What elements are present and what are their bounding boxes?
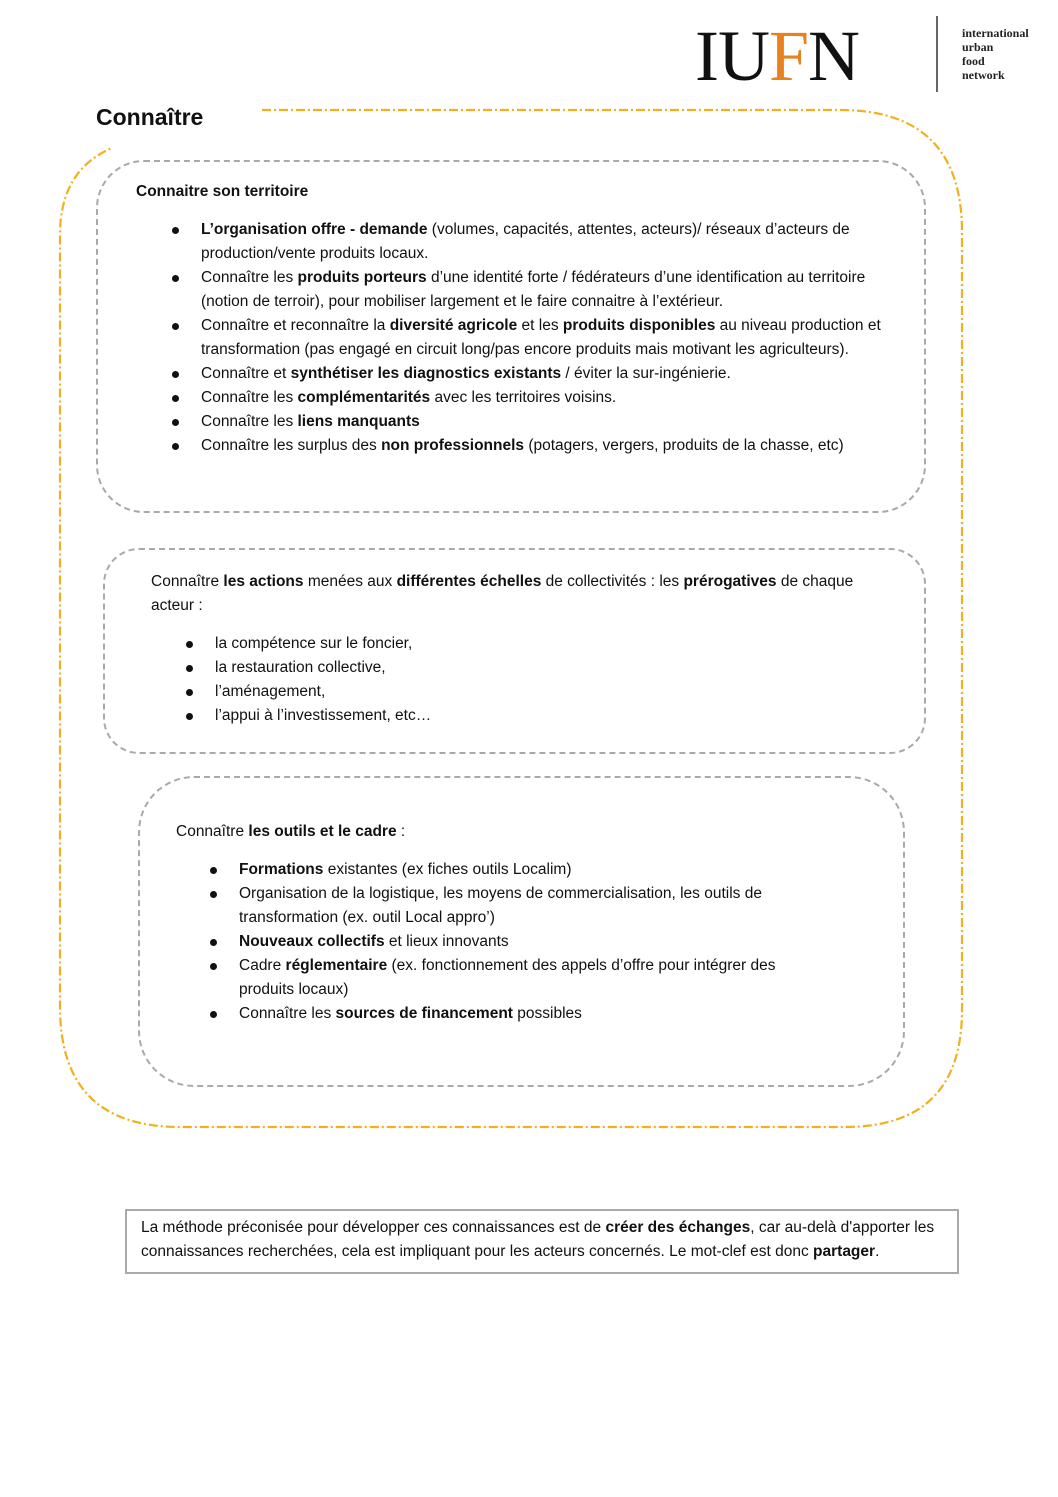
list-item (201, 434, 891, 458)
text-run: de collectivités : les (541, 573, 684, 590)
emphasis-text: complémentarités (297, 389, 431, 406)
bullet-icon (172, 323, 179, 330)
bullet-icon (186, 641, 193, 648)
text-run: Connaître et (201, 365, 291, 382)
bullet-icon (172, 227, 179, 234)
bullet-icon (172, 419, 179, 426)
text-run: Connaître les surplus des (201, 437, 382, 454)
emphasis-text: Formations (239, 861, 324, 878)
list-item (201, 218, 891, 266)
list-item (201, 362, 891, 386)
text-run: possibles (512, 1005, 582, 1022)
emphasis-text: sources de financement (335, 1005, 513, 1022)
bullet-icon (172, 371, 179, 378)
text-run: la restauration collective, (215, 659, 386, 676)
list-item (201, 314, 891, 362)
text-run: / éviter la sur-ingénierie. (561, 365, 731, 382)
text-run: Cadre (239, 957, 286, 974)
bullet-icon (172, 275, 179, 282)
list-item (215, 632, 815, 656)
text-run: La méthode préconisée pour développer ces connaissances est de (141, 1219, 606, 1236)
emphasis-text: produits porteurs (297, 269, 427, 286)
text-run: Connaître les (201, 269, 298, 286)
bullet-icon (210, 1011, 217, 1018)
text-run: avec les territoires voisins. (430, 389, 617, 406)
text-run: (volumes, capacités, attentes, acteurs)/ réseaux d’acteurs de production/vente produits locaux. (201, 221, 850, 262)
actions-list (215, 632, 815, 728)
text-run: Connaître les (239, 1005, 336, 1022)
text-run: et lieux innovants (384, 933, 509, 950)
emphasis-text: Nouveaux collectifs (239, 933, 385, 950)
list-item (239, 1002, 829, 1026)
emphasis-text: les actions (223, 573, 304, 590)
text-run: existantes (ex fiches outils Localim) (323, 861, 572, 878)
emphasis-text: synthétiser les diagnostics existants (290, 365, 562, 382)
logo-wordmark (695, 16, 860, 96)
emphasis-text: L’organisation offre - demande (201, 221, 428, 238)
tools-intro (176, 820, 826, 844)
text-run: Connaître (176, 823, 249, 840)
list-item (201, 386, 891, 410)
territory-list (201, 218, 891, 458)
bullet-icon (186, 713, 193, 720)
text-run: Connaître et reconnaître la (201, 317, 390, 334)
bullet-icon (186, 689, 193, 696)
emphasis-text: non professionnels (381, 437, 525, 454)
actions-intro (151, 570, 881, 618)
logo-divider (936, 16, 938, 92)
text-run: , car au-delà d'apporter les connaissances recherchées, cela est impliquant pour les acteurs concernés. Le mot-clef est donc (141, 1219, 935, 1260)
bullet-icon (172, 443, 179, 450)
logo-tagline-line: network (962, 68, 1005, 82)
text-run: (ex. fonctionnement des appels d’offre pour intégrer des produits locaux) (239, 957, 776, 998)
list-item (215, 704, 815, 728)
list-item (239, 882, 829, 930)
logo-tagline-line: food (962, 54, 985, 68)
emphasis-text: diversité agricole (389, 317, 518, 334)
text-run: Connaître (151, 573, 224, 590)
text-run: au niveau production et transformation (pas engagé en circuit long/pas encore produits mais motivant les agriculteurs). (201, 317, 881, 358)
list-item (201, 266, 891, 314)
bullet-icon (172, 395, 179, 402)
bullet-icon (210, 867, 217, 874)
emphasis-text: différentes échelles (396, 573, 542, 590)
list-item (215, 656, 815, 680)
bullet-icon (186, 665, 193, 672)
bullet-icon (210, 963, 217, 970)
text-run: et les (517, 317, 563, 334)
text-run: . (875, 1243, 880, 1260)
emphasis-text: créer des échanges (605, 1219, 751, 1236)
text-run: : (396, 823, 406, 840)
text-run: Organisation de la logistique, les moyens de commercialisation, les outils de transformation (ex. outil Local appro’) (239, 885, 762, 926)
text-run: de chaque acteur : (151, 573, 854, 614)
emphasis-text: prérogatives (683, 573, 777, 590)
text-run: Connaître les (201, 413, 298, 430)
list-item (215, 680, 815, 704)
emphasis-text: partager (813, 1243, 876, 1260)
bullet-icon (210, 891, 217, 898)
page-title: Connaître (96, 104, 204, 130)
text-run: l’aménagement, (215, 683, 326, 700)
bullet-icon (210, 939, 217, 946)
logo-letters-iu: IU (695, 16, 769, 96)
method-note (125, 1209, 959, 1274)
logo-tagline-line: urban (962, 40, 994, 54)
text-run: menées aux (303, 573, 397, 590)
list-item (239, 930, 829, 954)
text-run: Connaître les (201, 389, 298, 406)
emphasis-text: produits disponibles (562, 317, 716, 334)
logo-tagline (962, 26, 1029, 82)
list-item (201, 410, 891, 434)
logo-letter-n: N (808, 16, 860, 96)
text-run: l’appui à l’investissement, etc… (215, 707, 432, 724)
emphasis-text: les outils et le cadre (248, 823, 397, 840)
emphasis-text: réglementaire (285, 957, 388, 974)
text-run: d’une identité forte / fédérateurs d’une identification au territoire (notion de terroir), pour mobiliser largement et le faire connaitre à l’extérieur. (201, 269, 866, 310)
text-run: (potagers, vergers, produits de la chasse, etc) (524, 437, 844, 454)
iufn-logo (695, 14, 1045, 94)
list-item (239, 954, 829, 1002)
list-item (239, 858, 829, 882)
territory-heading: Connaitre son territoire (136, 183, 309, 200)
tools-list (239, 858, 829, 1026)
logo-tagline-line: international (962, 26, 1029, 40)
emphasis-text: liens manquants (297, 413, 420, 430)
text-run: la compétence sur le foncier, (215, 635, 413, 652)
logo-letter-f: F (768, 16, 809, 96)
